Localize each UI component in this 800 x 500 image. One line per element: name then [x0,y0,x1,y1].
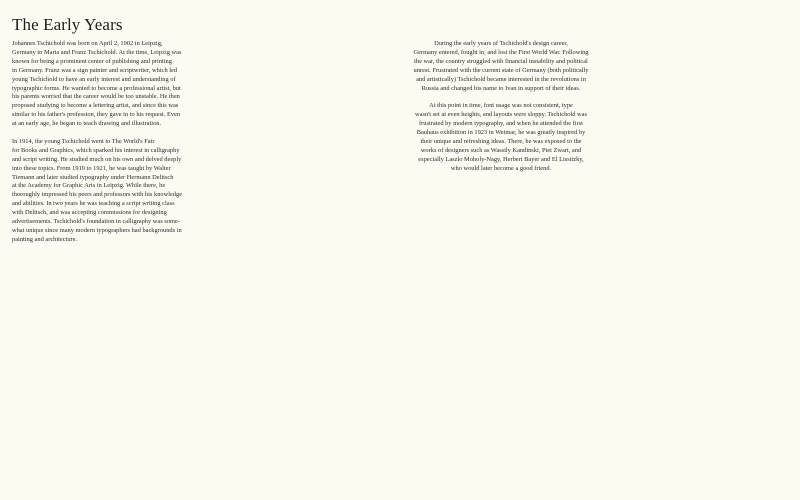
paragraph: In 1914, the young Tschichold went to The World's Fair for Books and Graphics, which sparked his interest in calligraphy and script writing. He studied much on his own and delved deeply into these topics. From 1919 to 1921, he was taught by Walter Tiemann and later studied typography under Hermann Delitsch at the Academy for Graphic Arts in Leipzig. While there, he thoroughly impressed his peers and professors with his knowledge and abilities. In two years he was teaching a script writing class with Delitsch, and was accepting commissions for designing advertisements. Tschichold's foundation in calligraphy was some- what unique since many modern typographers had backgrounds in painting and architecture. [12,137,183,243]
paragraph: During the early years of Tschichold's design career, Germany entered, fought in, and lost the First World War. Following the war, the country struggled with financial instability and political unrest. Frustrated with the current state of Germany (both politically and artistically) Tschichold became interested in the revolutions in Russia and changed his name to Ivan in support of their ideas. [413,40,589,92]
paragraph: At this point in time, font usage was not consistent, type wasn't set at even heights, and layouts were sloppy. Tschichold was frustrated by modern typography, and when he attended the first Bauhaus exhibition in 1923 in Weimar, he was greatly inspired by their unique and refreshing ideas. There, he was exposed to the works of designers such as Wassily Kandinski, Piet Zwart, and especially Laszlo Moholy-Nagy, Herbert Bayer and El Lissitzky, who would later become a good friend. [415,102,587,172]
left-column [12,40,202,254]
right-column [406,40,596,182]
page-title: The Early Years [12,15,123,34]
paragraph: Johannes Tschichold was born on April 2, 1902 in Leipzig, Germany to Maria and Franz Tschichold. At the time, Leipzig was known for being a prominent center of publishing and printing in Germany. Franz was a sign painter and scriptwriter, which led young Tschichold to have an early interest and understanding of typographic forms. He wanted to become a professional artist, but his parents worried that the career would be too unstable. He then proposed studying to become a lettering artist, and since this was similar to his father's profession, they gave in to his request. Even at an early age, he began to teach drawing and illustration. [12,40,182,128]
